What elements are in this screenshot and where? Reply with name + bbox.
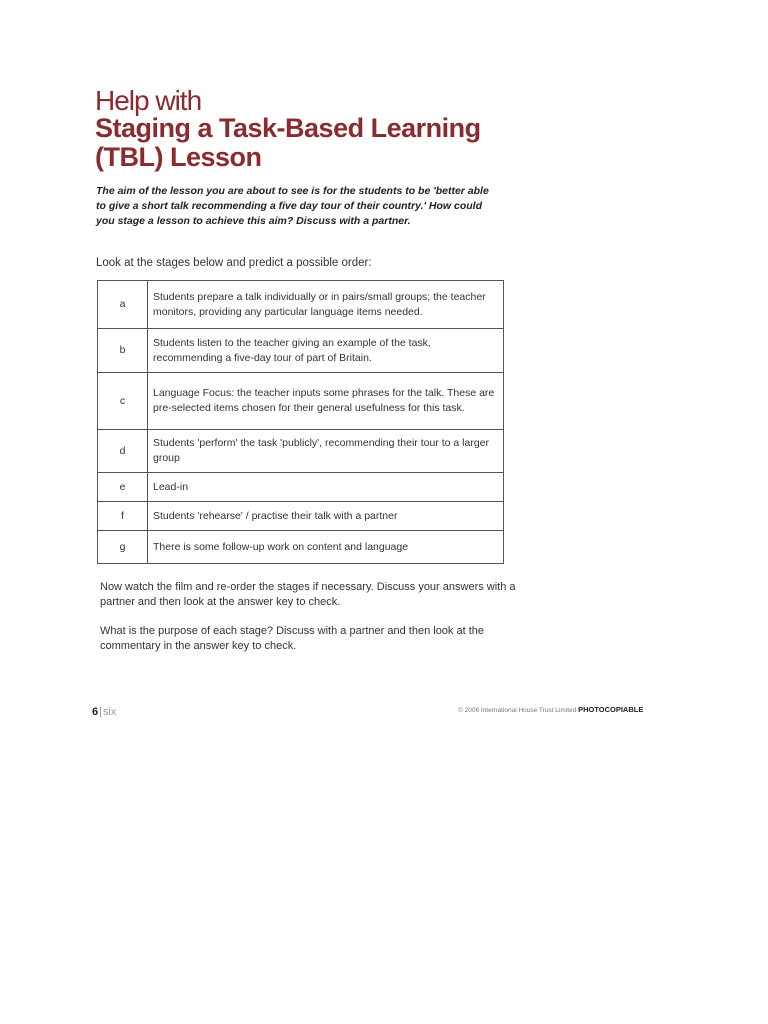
table-row — [98, 430, 504, 473]
stage-letter: e — [98, 473, 148, 502]
stage-letter: a — [98, 281, 148, 329]
stage-text: Students 'rehearse' / practise their talk with a partner — [148, 502, 504, 531]
copyright-notice — [458, 705, 643, 714]
stage-letter: d — [98, 430, 148, 473]
purpose-paragraph: What is the purpose of each stage? Discuss with a partner and then look at the commentary in the answer key to check. — [100, 625, 485, 652]
page-number-digit: 6 — [92, 706, 99, 718]
stage-text: Language Focus: the teacher inputs some phrases for the talk. These are pre-selected items chosen for their general usefulness for this task. — [148, 373, 504, 430]
stages-table — [97, 280, 504, 564]
watch-film-paragraph: Now watch the film and re-order the stages if necessary. Discuss your answers with a partner and then look at the answer key to check. — [100, 581, 516, 608]
stage-text: Lead-in — [148, 473, 504, 502]
page-title: Staging a Task-Based Learning (TBL) Lesson — [95, 113, 481, 172]
stage-text: There is some follow-up work on content and language — [148, 531, 504, 564]
page-number — [92, 706, 116, 718]
stage-letter: b — [98, 329, 148, 373]
stage-letter: g — [98, 531, 148, 564]
stage-text: Students prepare a talk individually or in pairs/small groups; the teacher monitors, providing any particular language items needed. — [148, 281, 504, 329]
table-row — [98, 473, 504, 502]
page-number-word: six — [102, 706, 117, 718]
heading-help-with: Help with — [95, 85, 202, 116]
intro-text: The aim of the lesson you are about to see is for the students to be 'better able to give a short talk recommending a five day tour of their country.' How could you stage a lesson to achieve this aim? Discuss with a partner. — [96, 185, 489, 227]
stage-letter: f — [98, 502, 148, 531]
table-row — [98, 329, 504, 373]
stage-text: Students listen to the teacher giving an example of the task, recommending a five-day tour of part of Britain. — [148, 329, 504, 373]
page-number-separator: | — [99, 706, 102, 718]
stage-letter: c — [98, 373, 148, 430]
copyright-text: © 2006 International House Trust Limited — [458, 707, 577, 714]
table-row — [98, 281, 504, 329]
table-row — [98, 502, 504, 531]
stage-text: Students 'perform' the task 'publicly', recommending their tour to a larger group — [148, 430, 504, 473]
instruction-text: Look at the stages below and predict a possible order: — [96, 257, 372, 269]
table-row — [98, 531, 504, 564]
photocopiable-label: PHOTOCOPIABLE — [578, 705, 644, 714]
table-row — [98, 373, 504, 430]
